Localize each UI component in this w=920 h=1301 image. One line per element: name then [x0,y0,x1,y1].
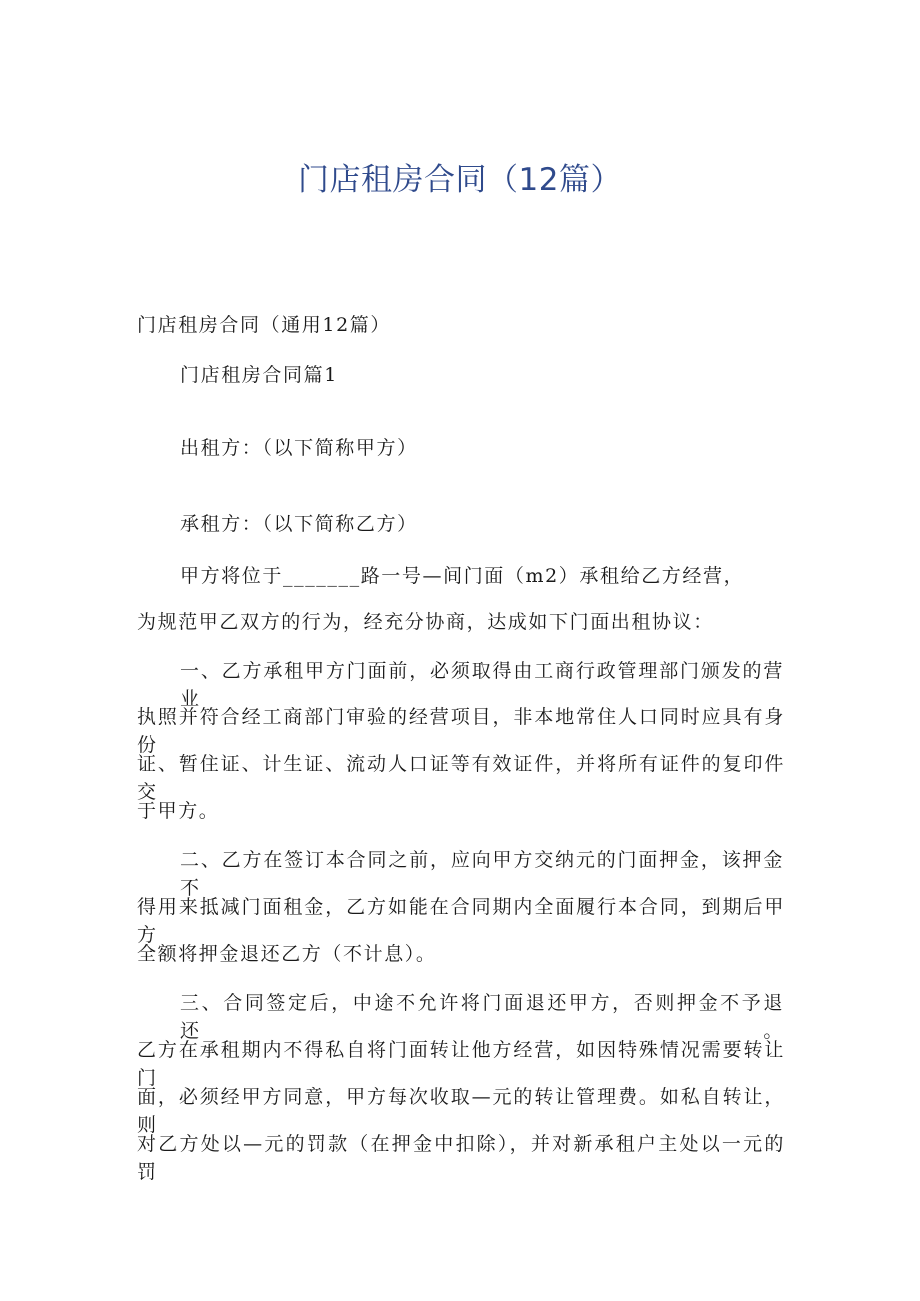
clause-line: 证、暂住证、计生证、流动人口证等有效证件，并将所有证件的复印件交 [137,753,785,803]
clause-line: 对乙方处以—元的罚款（在押金中扣除），并对新承租户主处以一元的罚 [137,1133,785,1183]
clause-line: 于甲方。 [137,800,220,822]
lessor-line: 出租方：（以下简称甲方） [180,437,418,459]
document-title: 门店租房合同（12篇） [298,162,622,198]
clause-line: 一、乙方承租甲方门面前，必须取得由工商行政管理部门颁发的营业 [180,660,784,710]
clause-line: 得用来抵减门面租金，乙方如能在合同期内全面履行本合同，到期后甲方 [137,896,785,946]
section-heading: 门店租房合同篇1 [180,364,338,386]
clause-line: 乙方在承租期内不得私自将门面转让他方经营，如因特殊情况需要转让门 [137,1039,785,1089]
intro-line: 甲方将位于_______路一号—间门面（m2）承租给乙方经营， [180,565,745,587]
clause-line: 三、合同签定后，中途不允许将门面退还甲方，否则押金不予退还。 [180,992,784,1042]
clause-line: 执照并符合经工商部门审验的经营项目，非本地常住人口同时应具有身份 [137,706,785,756]
clause-line: 二、乙方在签订本合同之前，应向甲方交纳元的门面押金，该押金不 [180,849,784,899]
document-subtitle: 门店租房合同（通用12篇） [137,314,391,336]
clause-line: 面，必须经甲方同意，甲方每次收取—元的转让管理费。如私自转让，则 [137,1086,785,1136]
lessee-line: 承租方：（以下简称乙方） [180,513,418,535]
intro-line: 为规范甲乙双方的行为，经充分协商，达成如下门面出租协议： [137,611,714,633]
clause-line: 全额将押金退还乙方（不计息）。 [137,943,437,965]
